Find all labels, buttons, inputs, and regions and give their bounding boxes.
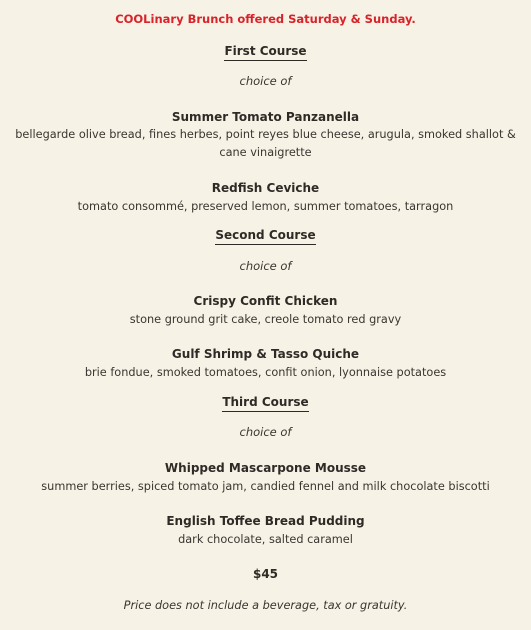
price-disclaimer: Price does not include a beverage, tax or gratuity. — [123, 599, 408, 612]
dish-description: tomato consommé, preserved lemon, summer tomatoes, tarragon — [77, 200, 454, 213]
brunch-notice: COOLinary Brunch offered Saturday & Sunday. — [115, 12, 416, 26]
dish-description: brie fondue, smoked tomatoes, confit onion, lyonnaise potatoes — [84, 366, 447, 379]
dish-name: Redfish Ceviche — [211, 181, 320, 195]
dish-description: dark chocolate, salted caramel — [178, 533, 353, 546]
dish-name: Whipped Mascarpone Mousse — [164, 461, 367, 475]
course-title-first — [0, 44, 531, 61]
course-title-label: Second Course — [215, 228, 315, 245]
course-title-third — [0, 395, 531, 412]
course-title-label: First Course — [224, 44, 306, 61]
dish-description: bellegarde olive bread, fines herbes, point reyes blue cheese, arugula, smoked shallot & cane vinaigrette — [15, 128, 516, 159]
dish-description: stone ground grit cake, creole tomato red gravy — [129, 313, 402, 326]
dish-name: Summer Tomato Panzanella — [171, 110, 360, 124]
course-title-second — [0, 228, 531, 245]
choice-of-second: choice of — [239, 259, 292, 273]
course-title-label: Third Course — [222, 395, 308, 412]
menu-price: $45 — [252, 567, 279, 581]
choice-of-first: choice of — [239, 74, 292, 88]
dish-name: Gulf Shrimp & Tasso Quiche — [171, 347, 360, 361]
dish-name: Crispy Confit Chicken — [193, 294, 338, 308]
dish-name: English Toffee Bread Pudding — [166, 514, 365, 528]
dish-description: summer berries, spiced tomato jam, candied fennel and milk chocolate biscotti — [41, 480, 490, 493]
choice-of-third: choice of — [239, 425, 292, 439]
